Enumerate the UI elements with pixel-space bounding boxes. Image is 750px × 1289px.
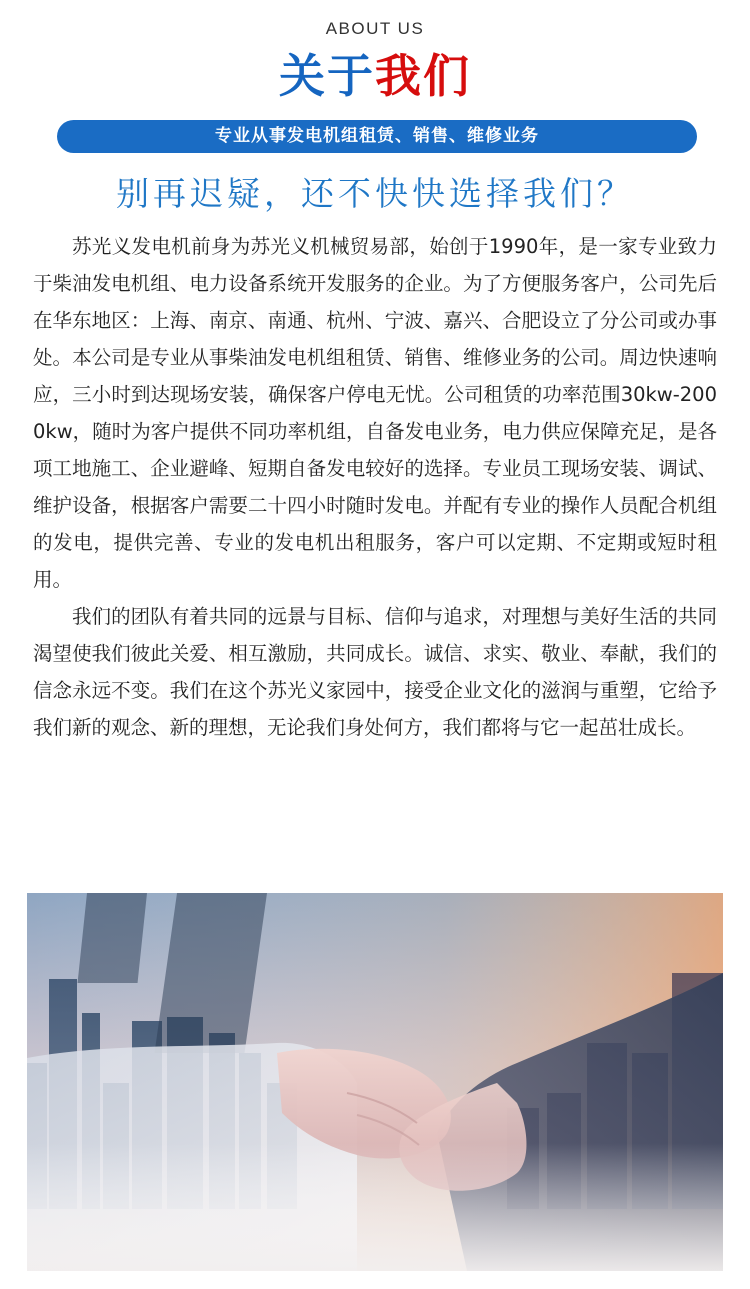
about-us-english-title: ABOUT US [325,19,425,38]
team-paragraph: 我们的团队有着共同的远景与目标、信仰与追求，对理想与美好生活的共同渴望使我们彼此关爱、相互激励，共同成长。诚信、求实、敬业、奉献，我们的信念永远不变。我们在这个苏光义家园中，接受企业文化的滋润与重塑，它给予我们新的观念、新的理想，无论我们身处何方，我们都将与它一起茁壮成长。 [33,605,717,739]
title-part-guanyu: 关于 [279,49,375,103]
handshake-city-image [27,893,723,1271]
title-part-women: 我们 [375,49,471,103]
intro-paragraph: 苏光义发电机前身为苏光义机械贸易部，始创于1990年，是一家专业致力于柴油发电机组、电力设备系统开发服务的企业。为了方便服务客户，公司先后在华东地区：上海、南京、南通、杭州、宁波、嘉兴、合肥设立了分公司或办事处。本公司是专业从事柴油发电机组租赁、销售、维修业务的公司。周边快速响应，三小时到达现场安装，确保客户停电无忧。公司租赁的功率范围30kw-2000kw，随时为客户提供不同功率机组，自备发电业务，电力供应保障充足，是各项工地施工、企业避峰、短期自备发电较好的选择。专业员工现场安装、调试、维护设备，根据客户需要二十四小时随时发电。并配有专业的操作人员配合机组的发电，提供完善、专业的发电机出租服务，客户可以定期、不定期或短时租用。 [33,235,717,591]
slogan-heading: 别再迟疑，还不快快选择我们？ [116,174,634,213]
business-banner: 专业从事发电机组租赁、销售、维修业务 [57,120,697,153]
company-introduction [33,228,717,746]
about-us-chinese-title [0,46,750,106]
